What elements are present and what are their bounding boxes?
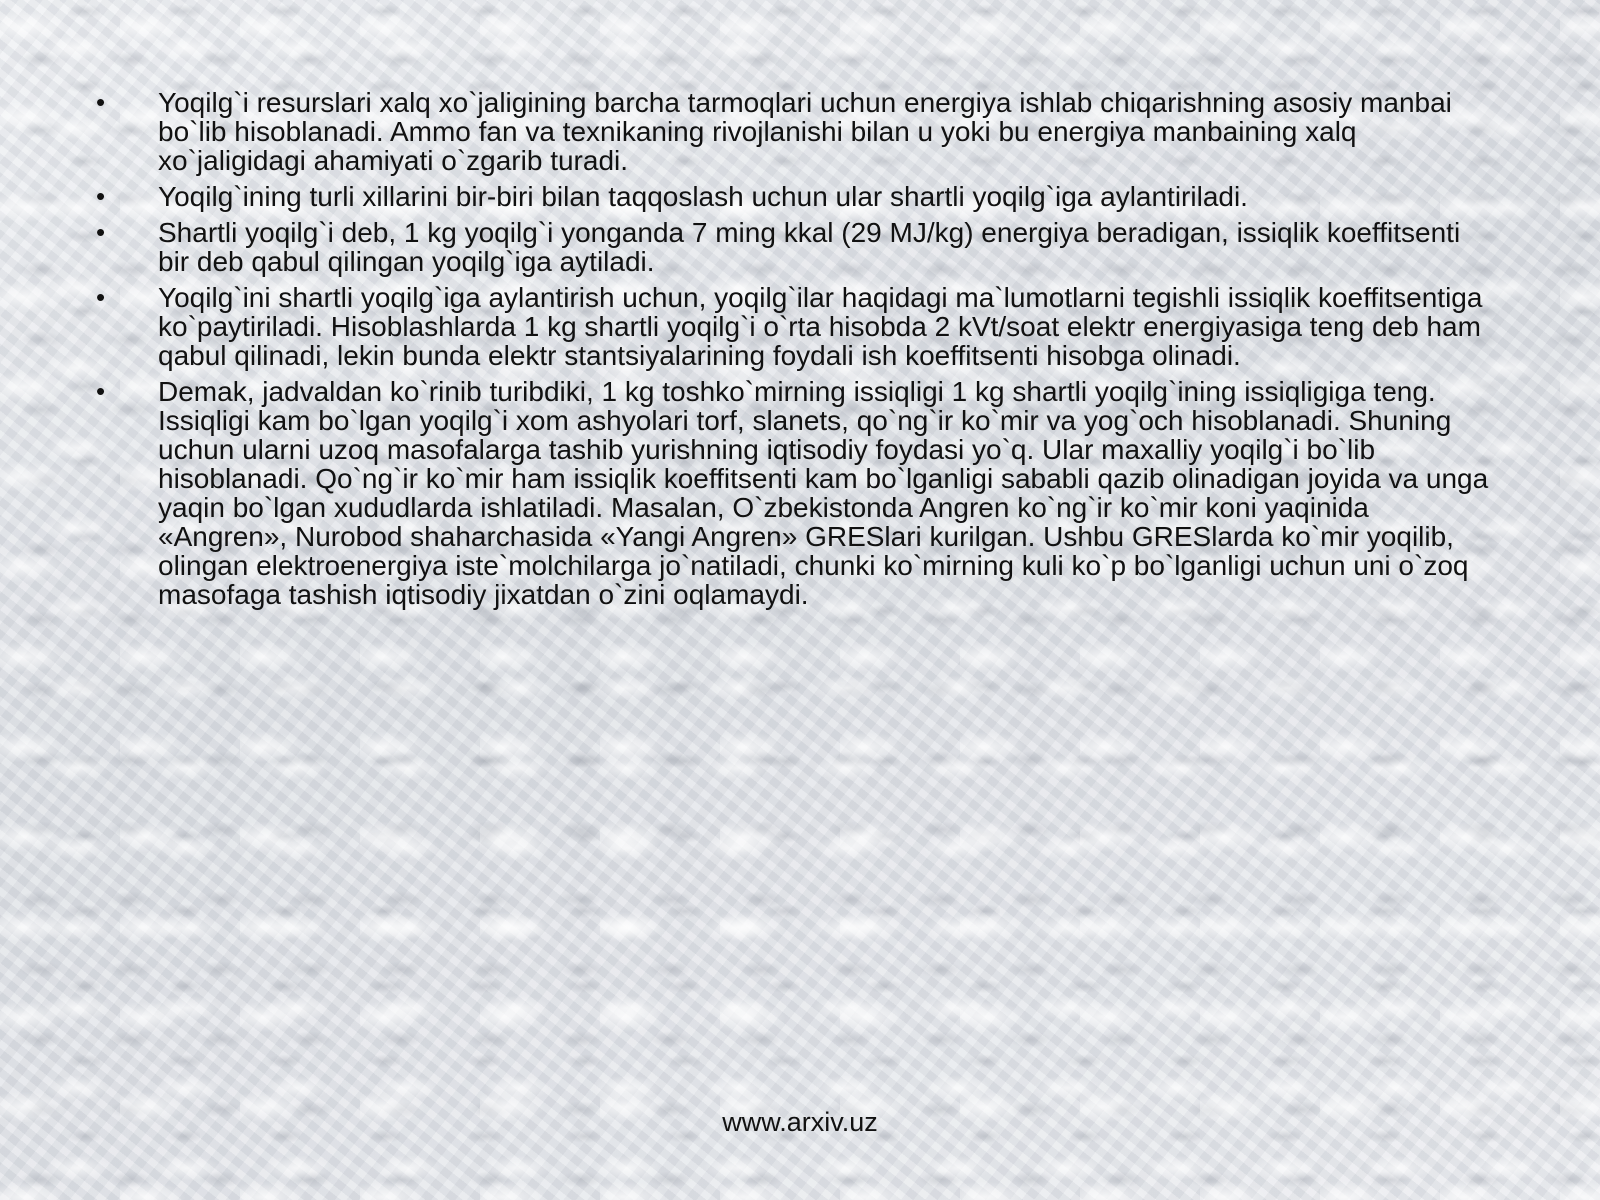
slide-body [96, 88, 1496, 616]
bullet-item [96, 182, 1496, 211]
bullet-dot-icon: • [96, 282, 106, 312]
bullet-dot-icon: • [96, 376, 106, 406]
bullet-text: Demak, jadvaldan ko`rinib turibdiki, 1 kg toshko`mirning issiqligi 1 kg shartli yoqilg`ining issiqligiga teng. Issiqligi kam bo`lgan yoqilg`i xom ashyolari torf, slanets, qo`ng`ir ko`mir va yog`och hisoblanadi. Shuning uchun ularni uzoq masofalarga tashib yurishning iqtisodiy foydasi yo`q. Ular maxalliy yoqilg`i bo`lib hisoblanadi. Qo`ng`ir ko`mir ham issiqlik koeffitsenti kam bo`lganligi sababli qazib olinadigan joyida va unga yaqin bo`lgan xududlarda ishlatiladi. Masalan, O`zbekistonda Angren ko`ng`ir ko`mir koni yaqinida «Angren», Nurobod shaharchasida «Yangi Angren» GRESlari kurilgan. Ushbu GRESlarda ko`mir yoqilib, olingan elektroenergiya iste`molchilarga jo`natiladi, chunki ko`mirning kuli ko`p bo`lganligi uchun uni o`zoq masofaga tashish iqtisodiy jixatdan o`zini oqlamaydi. [158, 376, 1489, 610]
bullet-text: Shartli yoqilg`i deb, 1 kg yoqilg`i yonganda 7 ming kkal (29 MJ/kg) energiya beradigan, issiqlik koeffitsenti bir deb qabul qilingan yoqilg`iga aytiladi. [158, 217, 1461, 277]
bullet-list [96, 88, 1496, 609]
bullet-text: Yoqilg`ining turli xillarini bir-biri bilan taqqoslash uchun ular shartli yoqilg`iga aylantiriladi. [158, 181, 1248, 212]
bullet-item [96, 283, 1496, 370]
bullet-item [96, 88, 1496, 175]
bullet-dot-icon: • [96, 87, 106, 117]
footer-website-link[interactable]: www.arxiv.uz [722, 1107, 878, 1137]
bullet-text: Yoqilg`ini shartli yoqilg`iga aylantirish uchun, yoqilg`ilar haqidagi ma`lumotlarni tegishli issiqlik koeffitsentiga ko`paytiriladi. Hisoblashlarda 1 kg shartli yoqilg`i o`rta hisobda 2 kVt/soat elektr energiyasiga teng deb ham qabul qilinadi, lekin bunda elektr stantsiyalarining foydali ish koeffitsenti hisobga olinadi. [158, 282, 1483, 371]
bullet-dot-icon: • [96, 181, 106, 211]
bullet-item [96, 377, 1496, 609]
bullet-item [96, 218, 1496, 276]
bullet-dot-icon: • [96, 217, 106, 247]
bullet-text: Yoqilg`i resurslari xalq xo`jaligining barcha tarmoqlari uchun energiya ishlab chiqarishning asosiy manbai bo`lib hisoblanadi. Ammo fan va texnikaning rivojlanishi bilan u yoki bu energiya manbaining xalq xo`jaligidagi ahamiyati o`zgarib turadi. [158, 87, 1452, 176]
